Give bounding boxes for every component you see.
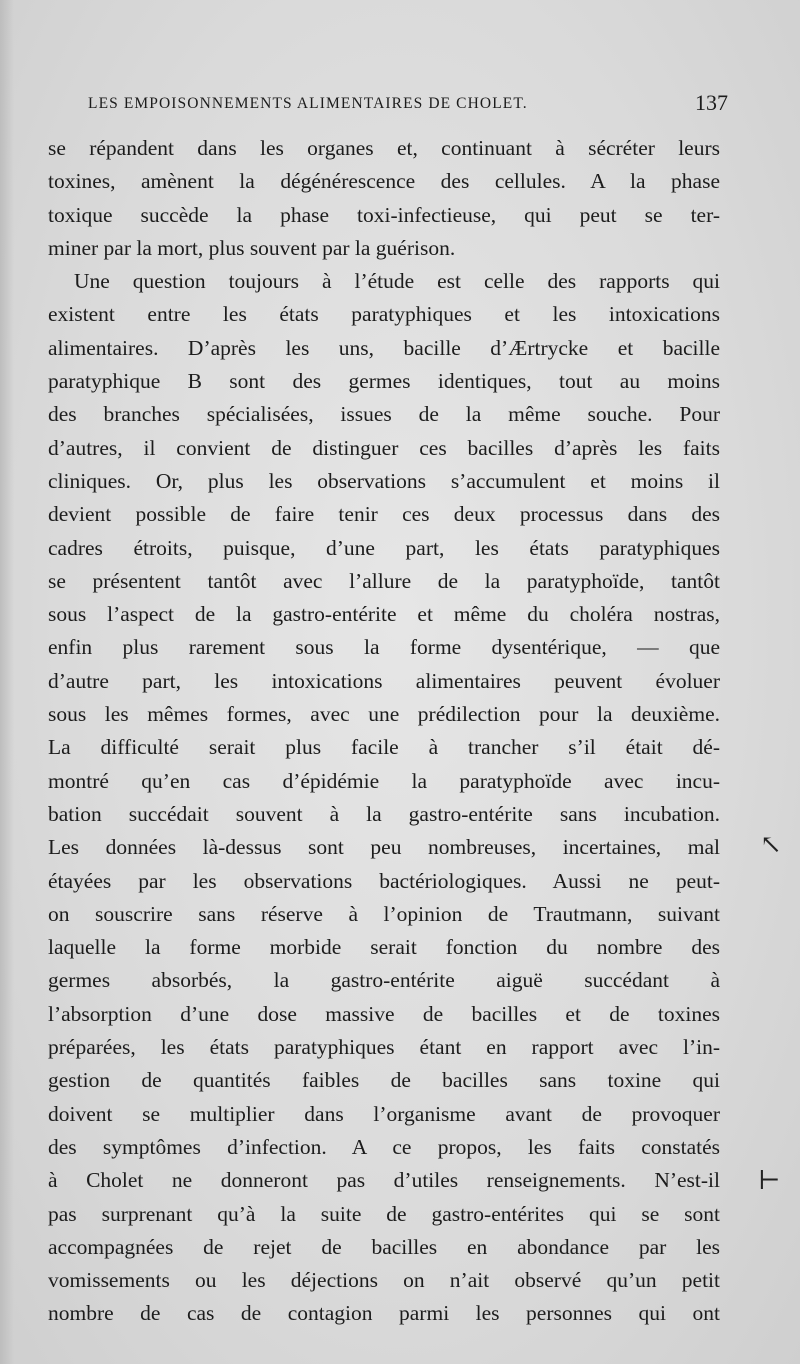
text-line: cliniques. Or, plus les observations s’accumulent et moins il — [48, 468, 720, 493]
text-line: l’absorption d’une dose massive de bacilles et de toxines — [48, 1001, 720, 1026]
body-text — [48, 132, 720, 1331]
text-line: préparées, les états paratyphiques étant en rapport avec l’in- — [48, 1035, 720, 1060]
text-line: d’autre part, les intoxications alimentaires peuvent évoluer — [48, 668, 720, 693]
text-line: accompagnées de rejet de bacilles en abondance par les — [48, 1234, 720, 1259]
text-line: La difficulté serait plus facile à trancher s’il était dé- — [48, 735, 720, 760]
text-line: laquelle la forme morbide serait fonction du nombre des — [48, 935, 720, 960]
running-head: LES EMPOISONNEMENTS ALIMENTAIRES DE CHOLET. — [88, 95, 528, 112]
text-line: enfin plus rarement sous la forme dysentérique, — que — [48, 635, 720, 660]
text-line: Une question toujours à l’étude est celle des rapports qui — [74, 269, 720, 294]
text-line: gestion de quantités faibles de bacilles sans toxine qui — [48, 1068, 720, 1093]
text-line: à Cholet ne donneront pas d’utiles renseignements. N’est-il — [48, 1168, 720, 1193]
page-header — [88, 92, 728, 122]
page-edge-shadow — [0, 0, 14, 1364]
text-line: miner par la mort, plus souvent par la guérison. — [48, 235, 456, 260]
text-line: alimentaires. D’après les uns, bacille d’Ærtrycke et bacille — [48, 335, 720, 360]
text-line: nombre de cas de contagion parmi les personnes qui ont — [48, 1301, 720, 1326]
text-line: étayées par les observations bactériologiques. Aussi ne peut- — [48, 868, 720, 893]
page-number: 137 — [695, 90, 728, 115]
text-line: on souscrire sans réserve à l’opinion de Trautmann, suivant — [48, 901, 720, 926]
text-line: germes absorbés, la gastro-entérite aiguë succédant à — [48, 968, 720, 993]
text-line: d’autres, il convient de distinguer ces bacilles d’après les faits — [48, 435, 720, 460]
text-line: montré qu’en cas d’épidémie la paratyphoïde avec incu- — [48, 768, 720, 793]
text-line: des branches spécialisées, issues de la même souche. Pour — [48, 402, 720, 427]
margin-annotation-mark: ↖ — [760, 830, 782, 859]
text-line: sous l’aspect de la gastro-entérite et même du choléra nostras, — [48, 602, 720, 627]
text-line: paratyphique B sont des germes identiques, tout au moins — [48, 369, 720, 394]
margin-annotation-mark: ⊢ — [758, 1166, 781, 1195]
text-line: bation succédait souvent à la gastro-entérite sans incubation. — [48, 801, 720, 826]
text-line: vomissements ou les déjections on n’ait observé qu’un petit — [48, 1268, 720, 1293]
text-line: se présentent tantôt avec l’allure de la paratyphoïde, tantôt — [48, 568, 720, 593]
text-line: sous les mêmes formes, avec une prédilection pour la deuxième. — [48, 702, 720, 727]
text-line: se répandent dans les organes et, continuant à sécréter leurs — [48, 136, 720, 160]
text-line: devient possible de faire tenir ces deux processus dans des — [48, 502, 720, 527]
text-line: pas surprenant qu’à la suite de gastro-entérites qui se sont — [48, 1201, 720, 1226]
text-line: des symptômes d’infection. A ce propos, les faits constatés — [48, 1134, 720, 1159]
text-line: existent entre les états paratyphiques et les intoxications — [48, 302, 720, 327]
text-line: toxique succède la phase toxi-infectieuse, qui peut se ter- — [48, 202, 720, 227]
text-line: toxines, amènent la dégénérescence des cellules. A la phase — [48, 169, 720, 194]
text-line: Les données là-dessus sont peu nombreuses, incertaines, mal — [48, 835, 720, 860]
text-line: doivent se multiplier dans l’organisme avant de provoquer — [48, 1101, 720, 1126]
text-line: cadres étroits, puisque, d’une part, les états paratyphiques — [48, 535, 720, 560]
